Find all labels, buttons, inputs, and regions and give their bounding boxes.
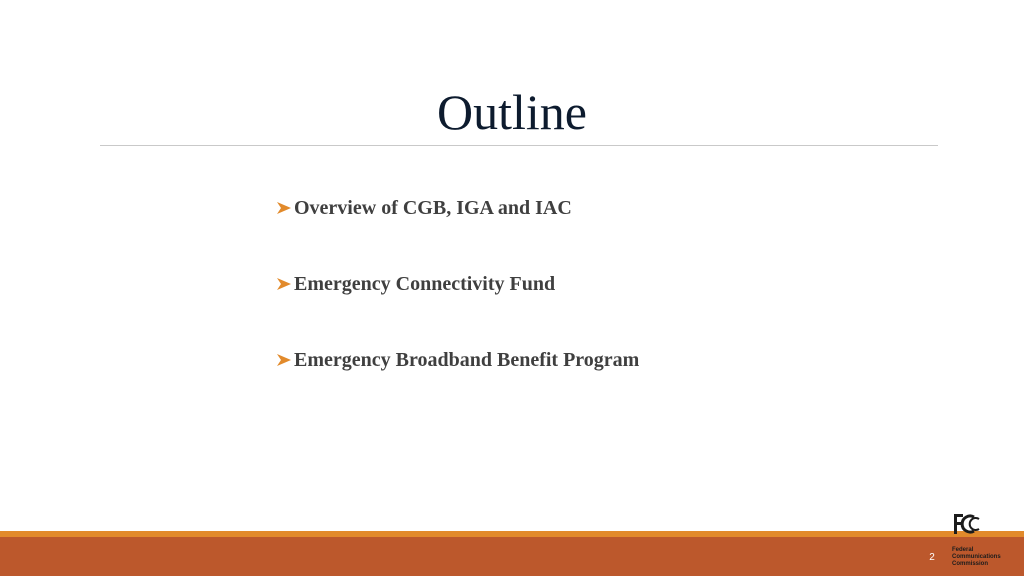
bullet-text: Overview of CGB, IGA and IAC	[294, 196, 572, 219]
fcc-logo-mark	[952, 512, 982, 536]
bullet-text: Emergency Connectivity Fund	[294, 272, 556, 295]
arrowhead-bullet-icon	[276, 352, 292, 368]
bullet-text: Emergency Broadband Benefit Program	[294, 348, 640, 371]
fcc-logo-text	[952, 547, 1001, 568]
arrowhead-bullet-icon	[276, 276, 292, 292]
logo-text-line: Commission	[952, 561, 989, 567]
title-divider	[100, 145, 938, 146]
bullet-item	[276, 196, 639, 220]
arrowhead-bullet-icon	[276, 200, 292, 216]
page-number: 2	[929, 552, 935, 563]
slide-title: Outline	[437, 84, 587, 140]
footer-bar	[0, 537, 1024, 576]
bullet-item	[276, 272, 639, 296]
fcc-logo	[948, 512, 1018, 572]
logo-text-line: Communications	[952, 554, 1001, 560]
bullet-item	[276, 348, 639, 372]
logo-text-line: Federal	[952, 547, 974, 553]
bullet-list	[276, 196, 639, 424]
